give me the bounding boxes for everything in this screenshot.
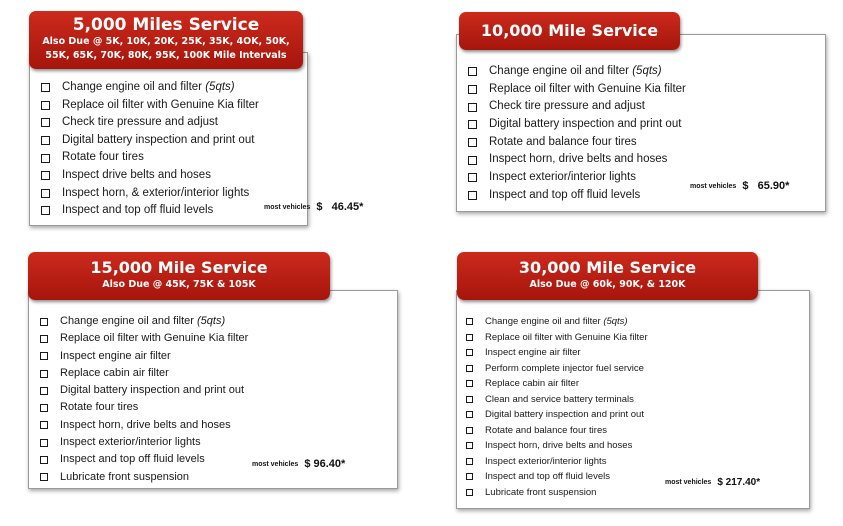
price-value: $ 65.90* (742, 180, 790, 192)
checklist-item (40, 434, 248, 451)
checklist-item-label: Check tire pressure and adjust (489, 100, 645, 113)
checkbox-icon (466, 334, 473, 341)
card-subtitle: Also Due @ 60k, 90K, & 120K (529, 279, 686, 290)
checkbox-icon (466, 396, 473, 403)
checklist-item (41, 185, 259, 203)
checklist-item-label: Inspect and top off fluid levels (62, 204, 214, 217)
checkbox-icon (40, 473, 48, 481)
checklist-item (466, 314, 648, 330)
checklist-item-label: Change engine oil and filter (5qts) (485, 316, 628, 327)
price-5000-miles (264, 201, 363, 213)
checkbox-icon (40, 456, 48, 464)
card-subtitle: Also Due @ 5K, 10K, 20K, 25K, 35K, 4OK, 50K, (42, 36, 290, 47)
checklist-item-label: Inspect and top off fluid levels (60, 453, 205, 466)
checklist-30000-miles (466, 314, 648, 500)
checkbox-icon (40, 335, 48, 343)
checklist-item (466, 407, 648, 423)
checkbox-icon (40, 387, 48, 395)
price-value: $ 217.40* (717, 477, 761, 488)
checklist-item-label: Rotate four tires (62, 151, 144, 164)
checkbox-icon (40, 352, 48, 360)
checkbox-icon (41, 171, 50, 180)
checkbox-icon (466, 380, 473, 387)
checklist-10000-miles (468, 63, 686, 205)
price-value: $ 46.45* (316, 201, 364, 213)
checklist-item (40, 469, 248, 486)
checklist-item-label: Replace oil filter with Genuine Kia filter (489, 82, 686, 95)
checkbox-icon (468, 85, 477, 94)
checklist-item (40, 417, 248, 434)
checklist-item-label: Replace oil filter with Genuine Kia filter (62, 98, 259, 111)
checklist-item-label: Change engine oil and filter (5qts) (60, 315, 226, 327)
checklist-item (468, 98, 686, 116)
price-note: most vehicles (264, 203, 311, 211)
checkbox-icon (468, 67, 477, 76)
checklist-item (40, 451, 248, 468)
checklist-item-label: Clean and service battery terminals (485, 393, 634, 405)
checklist-item (41, 114, 259, 132)
checkbox-icon (468, 156, 477, 165)
checklist-item-label: Inspect engine air filter (60, 349, 171, 362)
checklist-item-label: Lubricate front suspension (60, 470, 190, 483)
checklist-item-label: Inspect horn, drive belts and hoses (60, 418, 231, 431)
checkbox-icon (466, 427, 473, 434)
price-10000-miles (690, 180, 789, 192)
checklist-item (40, 313, 248, 330)
checklist-item (40, 330, 248, 347)
price-value: $ 96.40* (304, 458, 346, 470)
checkbox-icon (40, 439, 48, 447)
checklist-item (468, 63, 686, 81)
banner-15000-miles (28, 252, 330, 300)
checklist-item-label: Digital battery inspection and print out (485, 409, 644, 420)
card-title: 10,000 Mile Service (480, 21, 659, 40)
price-note: most vehicles (690, 182, 737, 190)
checkbox-icon (40, 421, 48, 429)
checklist-item (466, 345, 648, 361)
checklist-item (41, 132, 259, 150)
card-subtitle: 55K, 65K, 70K, 80K, 95K, 100K Mile Intervals (45, 50, 287, 61)
checklist-item (468, 169, 686, 187)
checkbox-icon (41, 206, 50, 215)
checklist-item (41, 79, 259, 97)
checklist-item-label: Inspect exterior/interior lights (489, 171, 637, 184)
checkbox-icon (466, 489, 473, 496)
card-title: 5,000 Miles Service (72, 15, 260, 35)
checklist-item-label: Rotate four tires (60, 401, 139, 414)
checklist-item-label: Inspect horn, & exterior/interior lights (62, 186, 250, 199)
checklist-item (468, 151, 686, 169)
checklist-item (468, 134, 686, 152)
checklist-item (40, 399, 248, 416)
checklist-item (468, 116, 686, 134)
card-title: 15,000 Mile Service (90, 258, 268, 277)
checklist-item-label: Inspect and top off fluid levels (485, 471, 610, 482)
banner-10000-miles (459, 12, 680, 50)
checklist-item-label: Digital battery inspection and print out (489, 118, 682, 131)
checklist-item (468, 81, 686, 99)
price-note: most vehicles (665, 478, 712, 486)
checklist-item (466, 454, 648, 470)
checkbox-icon (41, 154, 50, 163)
checkbox-icon (466, 473, 473, 480)
checklist-item (466, 392, 648, 408)
card-subtitle: Also Due @ 45K, 75K & 105K (102, 279, 256, 290)
checklist-item (466, 330, 648, 346)
checkbox-icon (466, 365, 473, 372)
checklist-item (40, 348, 248, 365)
checklist-item-label: Rotate and balance four tires (485, 424, 607, 436)
checkbox-icon (468, 103, 477, 112)
checkbox-icon (40, 318, 48, 326)
checkbox-icon (466, 411, 473, 418)
checklist-item-label: Change engine oil and filter (5qts) (489, 65, 662, 77)
checklist-item-label: Replace oil filter with Genuine Kia filter (485, 331, 648, 343)
checklist-item (466, 376, 648, 392)
checklist-item-label: Rotate and balance four tires (489, 135, 637, 148)
banner-5000-miles (29, 11, 303, 69)
checklist-item (40, 365, 248, 382)
checklist-item (41, 202, 259, 220)
checklist-item (466, 438, 648, 454)
checkbox-icon (466, 442, 473, 449)
checklist-item (468, 187, 686, 205)
checklist-15000-miles (40, 313, 248, 486)
price-note: most vehicles (252, 460, 299, 468)
checklist-item-label: Replace cabin air filter (485, 378, 579, 389)
checklist-item (41, 167, 259, 185)
checkbox-icon (466, 458, 473, 465)
price-15000-miles (252, 458, 345, 470)
checkbox-icon (41, 101, 50, 110)
checklist-item-label: Inspect drive belts and hoses (62, 168, 211, 181)
checklist-item-label: Digital battery inspection and print out (60, 384, 245, 397)
checklist-item (41, 149, 259, 167)
checklist-item (466, 423, 648, 439)
checklist-item-label: Perform complete injector fuel service (485, 362, 644, 374)
checkbox-icon (41, 136, 50, 145)
checklist-item-label: Replace cabin air filter (60, 366, 169, 379)
checkbox-icon (468, 138, 477, 147)
checklist-item (466, 485, 648, 501)
card-title: 30,000 Mile Service (518, 258, 697, 277)
checklist-item (466, 361, 648, 377)
checklist-item-label: Inspect horn, drive belts and hoses (485, 440, 633, 451)
checkbox-icon (41, 118, 50, 127)
checklist-item-label: Check tire pressure and adjust (62, 116, 218, 129)
checklist-item (40, 382, 248, 399)
checklist-item-label: Replace oil filter with Genuine Kia filter (60, 332, 249, 345)
price-30000-miles (665, 477, 760, 488)
checkbox-icon (40, 370, 48, 378)
checkbox-icon (468, 191, 477, 200)
checklist-item-label: Inspect engine air filter (485, 347, 581, 358)
checklist-item-label: Inspect exterior/interior lights (485, 455, 607, 467)
checkbox-icon (468, 173, 477, 182)
checkbox-icon (41, 189, 50, 198)
checkbox-icon (468, 120, 477, 129)
checklist-item-label: Digital battery inspection and print out (62, 133, 255, 146)
checkbox-icon (40, 404, 48, 412)
checklist-item-label: Lubricate front suspension (485, 486, 597, 498)
checklist-item-label: Inspect horn, drive belts and hoses (489, 153, 668, 166)
checkbox-icon (41, 83, 50, 92)
checkbox-icon (466, 349, 473, 356)
checklist-item-label: Inspect and top off fluid levels (489, 188, 641, 201)
banner-30000-miles (457, 252, 758, 300)
checklist-item-label: Change engine oil and filter (5qts) (62, 81, 235, 93)
checkbox-icon (466, 318, 473, 325)
checklist-item-label: Inspect exterior/interior lights (60, 436, 201, 449)
checklist-item (41, 97, 259, 115)
checklist-5000-miles (41, 79, 259, 220)
checklist-item (466, 469, 648, 485)
